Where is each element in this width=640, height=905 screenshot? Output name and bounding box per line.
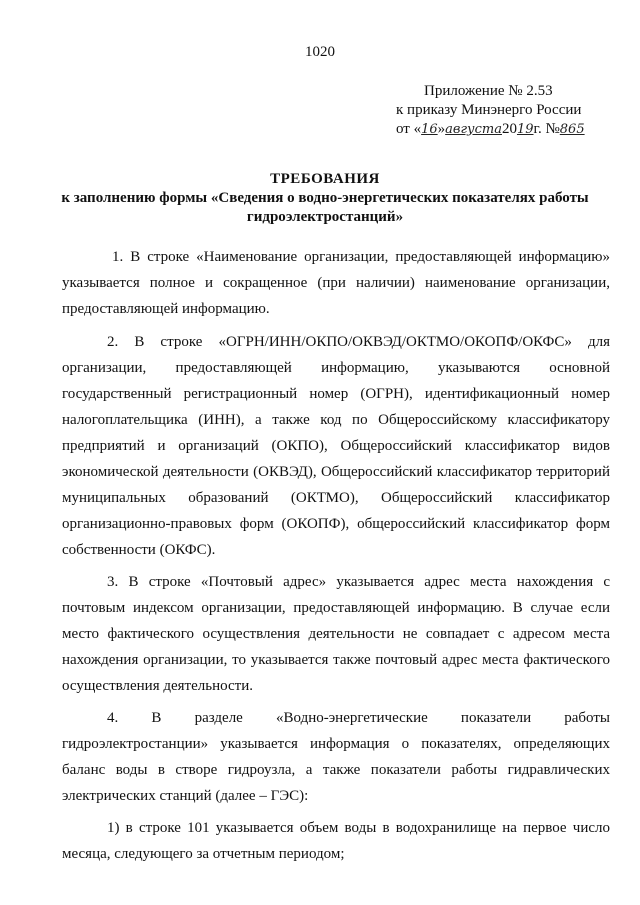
- paragraph-4-item-1: 1) в строке 101 указывается объем воды в водохранилище на первое число месяца, следующего за отчетным периодом;: [62, 820, 610, 862]
- handwritten-month: августа: [445, 122, 502, 137]
- number-label: г. №: [533, 121, 560, 137]
- handwritten-year: 19: [516, 122, 534, 137]
- order-reference: к приказу Минэнерго России: [396, 102, 582, 118]
- handwritten-order-number: 865: [559, 122, 585, 137]
- title-heading: ТРЕБОВАНИЯ: [270, 171, 380, 187]
- paragraph-1: 1. В строке «Наименование организации, предоставляющей информацию» указывается полное и сокращенное (при наличии) наименование организации, предоставляющей информацию.: [62, 249, 610, 317]
- document-body: [62, 244, 610, 867]
- handwritten-day: 16: [421, 122, 438, 137]
- document-title: [40, 170, 610, 227]
- paragraph-2: 2. В строке «ОГРН/ИНН/ОКПО/ОКВЭД/ОКТМО/ОКОПФ/ОКФС» для организации, предоставляющей информацию, указываются основной государственный регистрационный номер (ОГРН), идентификационный номер налогоплательщика (ИНН), а также код по Общероссийскому классификатору предприятий и организаций (ОКПО), Общероссийский классификатор видов экономической деятельности (ОКВЭД), Общероссийский классификатор территорий муниципальных образований (ОКТМО), Общероссийский классификатор организационно-правовых форм (ОКОПФ), общероссийский классификатор форм собственности (ОКФС).: [62, 334, 610, 558]
- date-quote: »: [437, 121, 446, 137]
- date-prefix: от «: [396, 121, 422, 137]
- appendix-block: [396, 82, 585, 139]
- order-date-line: [396, 120, 585, 139]
- paragraph-3: 3. В строке «Почтовый адрес» указывается адрес места нахождения с почтовым индексом организации, предоставляющей информацию. В случае если место фактического осуществления деятельности не совпадает с адресом места нахождения организации, то указывается также почтовый адрес места фактического осуществления деятельности.: [62, 574, 610, 694]
- paragraph-4: 4. В разделе «Водно-энергетические показатели работы гидроэлектростанции» указывается информация о показателях, определяющих баланс воды в створе гидроузла, а также показатели работы гидравлических электрических станций (далее – ГЭС):: [62, 710, 610, 804]
- page-number: 1020: [305, 44, 335, 60]
- year-prefix: 20: [501, 121, 517, 137]
- appendix-title: Приложение № 2.53: [424, 83, 553, 99]
- title-subheading: к заполнению формы «Сведения о водно-энергетических показателях работы гидроэлектростанций»: [61, 190, 589, 225]
